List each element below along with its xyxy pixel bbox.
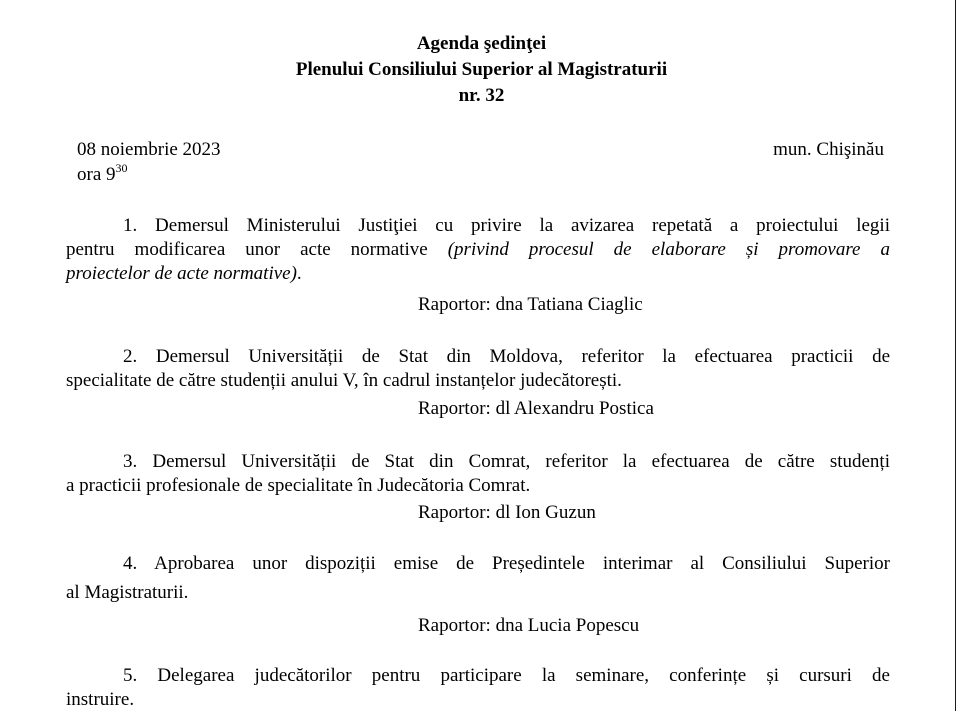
agenda-item-1 xyxy=(66,214,890,286)
document-title xyxy=(0,31,963,109)
agenda-item-3-line-2: a practicii profesionale de specialitate în Judecătoria Comrat. xyxy=(66,475,531,496)
agenda-item-2 xyxy=(66,345,890,393)
title-line-1: Agenda şedinţei xyxy=(416,33,547,54)
agenda-item-2-line-1: 2. Demersul Universității de Stat din Moldova, referitor la efectuarea practicii de xyxy=(123,346,890,367)
agenda-item-1-line-3 xyxy=(66,262,890,286)
meeting-city: mun. Chişinău xyxy=(773,139,884,160)
agenda-item-3 xyxy=(66,450,890,498)
agenda-item-3-line-1: 3. Demersul Universității de Stat din Comrat, referitor la efectuarea de către studenți xyxy=(123,451,890,472)
agenda-item-1-rapporteur: Raportor: dna Tatiana Ciaglic xyxy=(418,294,643,315)
agenda-item-1-line-2-italic: (privind procesul de elaborare și promovare a xyxy=(447,239,890,260)
agenda-item-4-line-2: al Magistraturii. xyxy=(66,582,189,603)
agenda-item-1-line-2 xyxy=(66,238,890,262)
hour-minutes: 30 xyxy=(115,160,128,175)
agenda-item-4-rapporteur: Raportor: dna Lucia Popescu xyxy=(418,615,640,636)
agenda-item-1-line-2-text: pentru modificarea unor acte normative xyxy=(66,239,448,260)
agenda-item-5-line-1: 5. Delegarea judecătorilor pentru participare la seminare, conferințe și cursuri de xyxy=(123,665,890,686)
agenda-item-2-rapporteur: Raportor: dl Alexandru Postica xyxy=(418,398,654,419)
meeting-hour xyxy=(77,160,128,187)
agenda-item-4-line-1: 4. Aprobarea unor dispoziții emise de Președintele interimar al Consiliului Superior xyxy=(123,553,890,574)
agenda-item-3-rapporteur: Raportor: dl Ion Guzun xyxy=(418,502,596,523)
agenda-item-2-line-2: specialitate de către studenții anului V, în cadrul instanțelor judecătorești. xyxy=(66,370,622,391)
title-line-2: Plenului Consiliului Superior al Magistraturii xyxy=(295,59,668,80)
agenda-item-1-line-3-end: . xyxy=(296,263,302,284)
page-edge-divider xyxy=(955,0,956,711)
agenda-item-4 xyxy=(66,552,890,605)
agenda-item-1-line-3-italic: proiectelor de acte normative) xyxy=(66,263,297,284)
agenda-item-5-line-2: instruire. xyxy=(66,689,135,710)
agenda-item-5 xyxy=(66,664,890,712)
meeting-date: 08 noiembrie 2023 xyxy=(77,139,221,160)
title-line-3: nr. 32 xyxy=(458,85,505,106)
agenda-item-1-line-1: 1. Demersul Ministerului Justiţiei cu privire la avizarea repetată a proiectului legii xyxy=(123,215,890,236)
hour-prefix: ora 9 xyxy=(77,164,116,185)
